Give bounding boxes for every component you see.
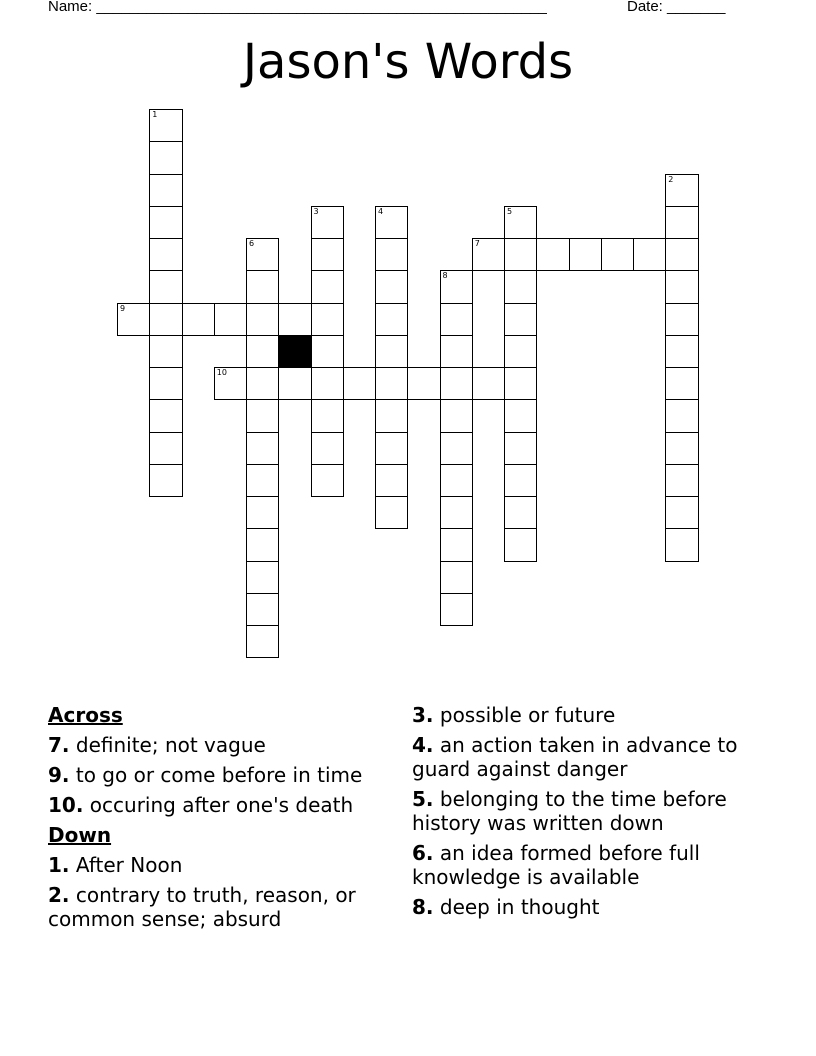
grid-cell[interactable]	[440, 303, 473, 336]
grid-cell[interactable]	[504, 206, 537, 239]
clue-text: an idea formed before full knowledge is available	[412, 841, 700, 889]
clue-number: 4.	[412, 733, 434, 757]
grid-cell[interactable]	[117, 303, 150, 336]
grid-cell[interactable]	[407, 367, 440, 400]
grid-cell[interactable]	[311, 367, 344, 400]
grid-cell[interactable]	[440, 496, 473, 529]
clue-number: 3.	[412, 703, 434, 727]
grid-cell[interactable]	[149, 206, 182, 239]
grid-cell[interactable]	[633, 238, 666, 271]
clue-down-2	[48, 883, 398, 931]
clue-number: 8.	[412, 895, 434, 919]
grid-cell[interactable]	[665, 432, 698, 465]
grid-cell[interactable]	[343, 367, 376, 400]
grid-cell[interactable]	[149, 109, 182, 142]
grid-cell[interactable]	[665, 335, 698, 368]
clue-number-label: 10	[216, 368, 227, 377]
grid-cell[interactable]	[149, 335, 182, 368]
grid-cell[interactable]	[214, 367, 247, 400]
grid-cell[interactable]	[440, 464, 473, 497]
clue-text: an action taken in advance to guard against danger	[412, 733, 738, 781]
grid-cell[interactable]	[375, 335, 408, 368]
clue-text: occuring after one's death	[89, 793, 354, 817]
grid-cell[interactable]	[504, 303, 537, 336]
across-heading: Across	[48, 703, 123, 727]
clue-text: deep in thought	[439, 895, 600, 919]
grid-cell[interactable]	[311, 399, 344, 432]
clue-number-label: 9	[120, 303, 126, 313]
grid-cell[interactable]	[375, 303, 408, 336]
clue-number: 1.	[48, 853, 70, 877]
grid-cell[interactable]	[440, 399, 473, 432]
grid-cell[interactable]	[504, 496, 537, 529]
grid-cell[interactable]	[149, 399, 182, 432]
clue-number-label: 5	[507, 206, 513, 216]
clue-text: definite; not vague	[75, 733, 266, 757]
grid-cell[interactable]	[665, 367, 698, 400]
clue-number-label: 1	[152, 110, 158, 119]
grid-cell[interactable]	[440, 270, 473, 303]
grid-cell[interactable]	[375, 464, 408, 497]
clues-left-column	[48, 703, 398, 937]
grid-cell[interactable]	[149, 367, 182, 400]
grid-cell[interactable]	[504, 238, 537, 271]
grid-cell[interactable]	[246, 238, 279, 271]
clue-number-label: 3	[313, 206, 319, 216]
grid-cell[interactable]	[246, 593, 279, 626]
grid-cell[interactable]	[665, 399, 698, 432]
down-heading: Down	[48, 823, 112, 847]
grid-cell[interactable]	[440, 593, 473, 626]
clue-number: 7.	[48, 733, 70, 757]
grid-cell[interactable]	[246, 561, 279, 594]
grid-cell[interactable]	[375, 399, 408, 432]
grid-cell[interactable]	[665, 496, 698, 529]
grid-cell[interactable]	[536, 238, 569, 271]
clue-down-4	[412, 733, 782, 781]
clue-down-3	[412, 703, 782, 727]
grid-cell[interactable]	[440, 432, 473, 465]
clue-across-10	[48, 793, 398, 817]
grid-cell[interactable]	[311, 464, 344, 497]
clue-number-label: 2	[668, 174, 674, 184]
clue-number-label: 4	[378, 206, 384, 216]
grid-cell[interactable]	[246, 432, 279, 465]
clue-down-5	[412, 787, 782, 835]
clue-number: 6.	[412, 841, 434, 865]
grid-cell[interactable]	[472, 367, 505, 400]
grid-cell[interactable]	[311, 206, 344, 239]
grid-cell[interactable]	[149, 464, 182, 497]
grid-cell[interactable]	[375, 496, 408, 529]
clue-down-8	[412, 895, 782, 919]
grid-cell[interactable]	[149, 141, 182, 174]
grid-cell[interactable]	[246, 335, 279, 368]
grid-cell[interactable]	[246, 270, 279, 303]
grid-cell[interactable]	[214, 303, 247, 336]
grid-cell[interactable]	[569, 238, 602, 271]
clue-text: to go or come before in time	[75, 763, 363, 787]
grid-cell[interactable]	[149, 174, 182, 207]
grid-cell[interactable]	[440, 335, 473, 368]
grid-cell[interactable]	[504, 270, 537, 303]
grid-cell[interactable]	[375, 432, 408, 465]
grid-cell[interactable]	[440, 561, 473, 594]
grid-cell[interactable]	[311, 335, 344, 368]
grid-cell[interactable]	[665, 303, 698, 336]
grid-cell[interactable]	[440, 528, 473, 561]
grid-cell[interactable]	[601, 238, 634, 271]
clue-text: contrary to truth, reason, or common sense; absurd	[48, 883, 356, 931]
grid-cell[interactable]	[246, 303, 279, 336]
grid-cell[interactable]	[665, 238, 698, 271]
grid-cell[interactable]	[375, 206, 408, 239]
grid-cell[interactable]	[375, 367, 408, 400]
grid-cell[interactable]	[246, 367, 279, 400]
grid-cell[interactable]	[504, 528, 537, 561]
grid-cell[interactable]	[504, 335, 537, 368]
grid-cell[interactable]	[665, 270, 698, 303]
grid-cell[interactable]	[311, 238, 344, 271]
grid-cell[interactable]	[665, 206, 698, 239]
grid-cell[interactable]	[504, 367, 537, 400]
date-field[interactable]: Date: _______	[627, 0, 726, 15]
grid-cell[interactable]	[246, 528, 279, 561]
grid-cell[interactable]	[149, 270, 182, 303]
grid-cell[interactable]	[278, 367, 311, 400]
clue-text: After Noon	[75, 853, 183, 877]
clue-number-label: 8	[442, 271, 448, 281]
grid-cell[interactable]	[472, 238, 505, 271]
clue-across-7	[48, 733, 398, 757]
grid-cell[interactable]	[311, 303, 344, 336]
grid-cell[interactable]	[246, 464, 279, 497]
grid-cell[interactable]	[375, 270, 408, 303]
clue-number-label: 7	[474, 239, 480, 248]
name-field[interactable]: Name: ______________________________________________________	[48, 0, 547, 15]
grid-cell[interactable]	[665, 174, 698, 207]
clue-text: belonging to the time before history was written down	[412, 787, 727, 835]
grid-cell[interactable]	[182, 303, 215, 336]
grid-cell[interactable]	[440, 367, 473, 400]
grid-cell[interactable]	[311, 270, 344, 303]
grid-cell[interactable]	[149, 432, 182, 465]
blocked-cell	[278, 335, 311, 368]
grid-cell[interactable]	[149, 238, 182, 271]
grid-cell[interactable]	[246, 625, 279, 658]
grid-cell[interactable]	[504, 399, 537, 432]
page-title: Jason's Words	[242, 34, 574, 90]
clue-text: possible or future	[439, 703, 616, 727]
grid-cell[interactable]	[375, 238, 408, 271]
grid-cell[interactable]	[246, 496, 279, 529]
clue-across-9	[48, 763, 398, 787]
clue-down-1	[48, 853, 398, 877]
grid-cell[interactable]	[665, 528, 698, 561]
grid-cell[interactable]	[149, 303, 182, 336]
clue-down-6	[412, 841, 782, 889]
grid-cell[interactable]	[278, 303, 311, 336]
grid-cell[interactable]	[504, 432, 537, 465]
clue-number: 9.	[48, 763, 70, 787]
grid-cell[interactable]	[665, 464, 698, 497]
clue-number: 2.	[48, 883, 70, 907]
grid-cell[interactable]	[504, 464, 537, 497]
grid-cell[interactable]	[246, 399, 279, 432]
clue-number-label: 6	[249, 239, 255, 248]
grid-cell[interactable]	[311, 432, 344, 465]
clue-number: 10.	[48, 793, 84, 817]
clues-right-column	[412, 703, 782, 925]
clue-number: 5.	[412, 787, 434, 811]
